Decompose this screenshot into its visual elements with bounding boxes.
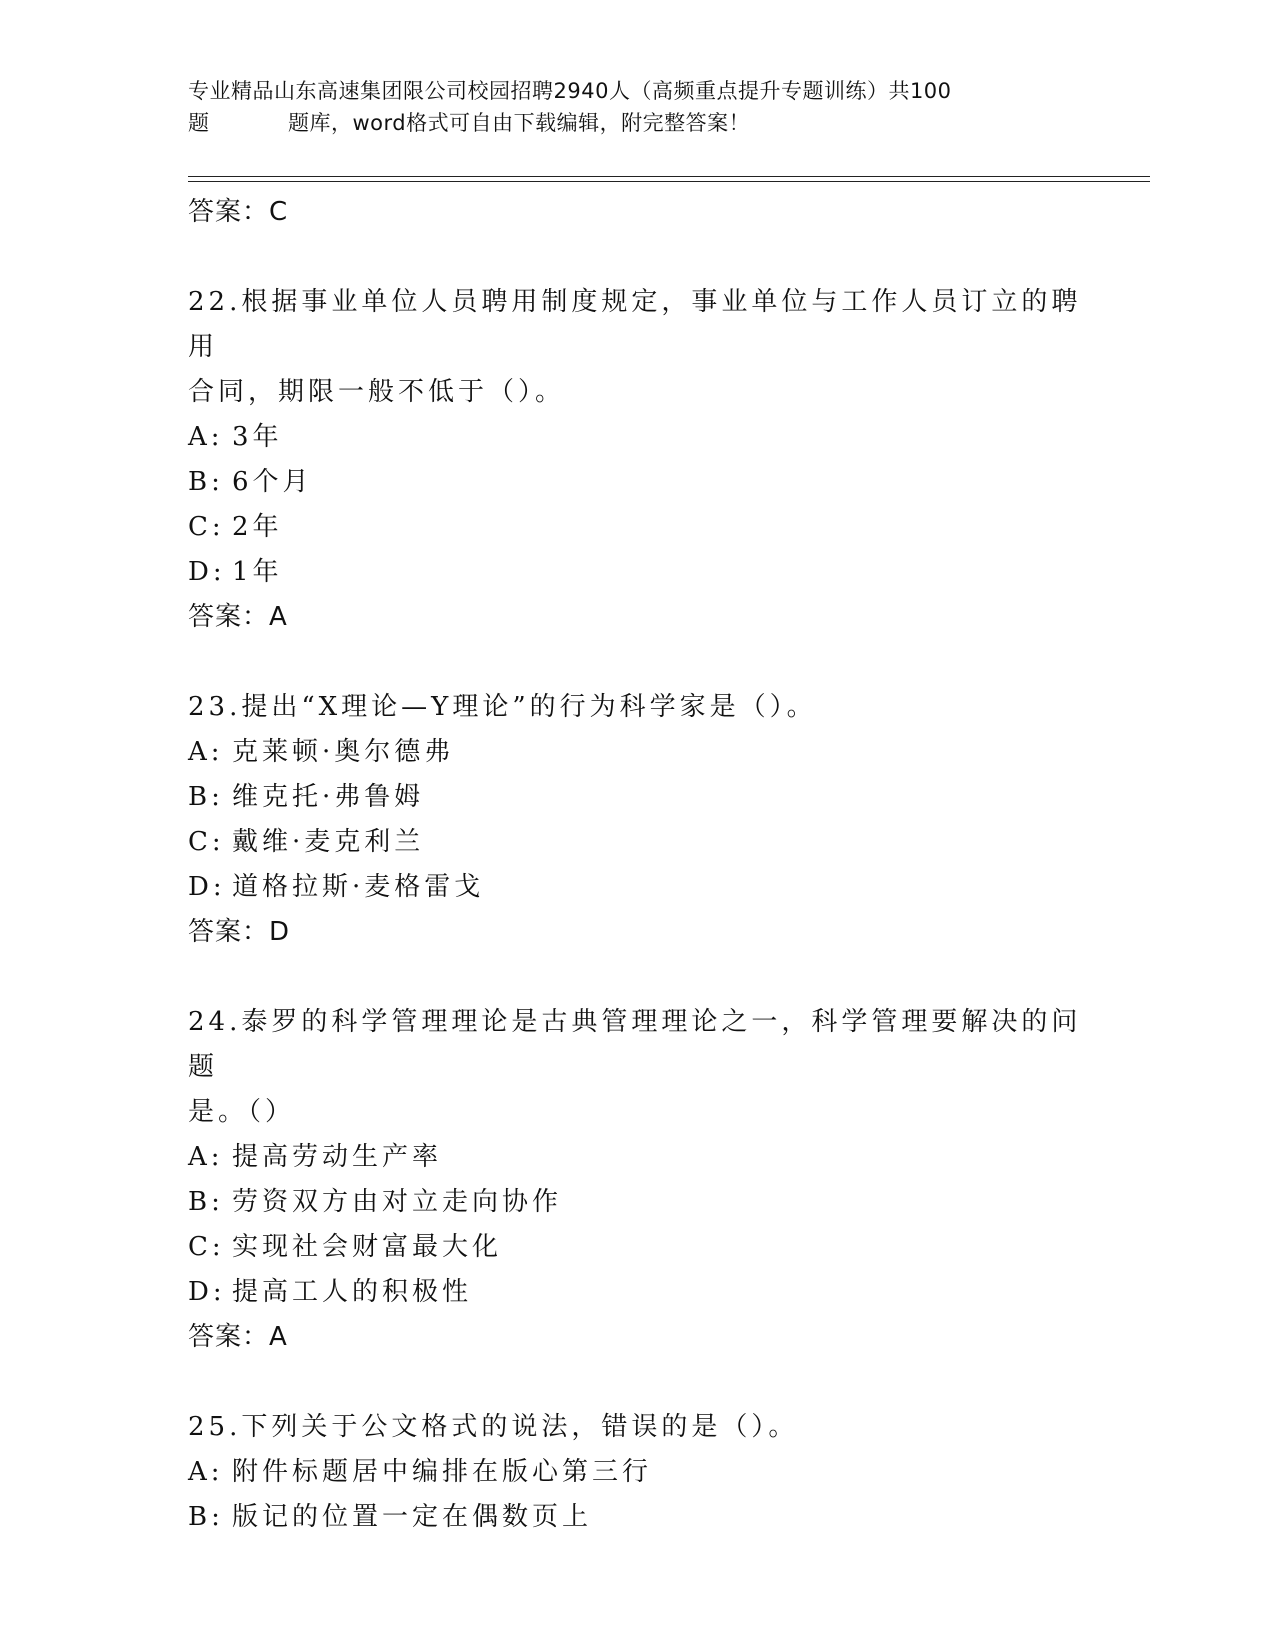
option-text: 戴维·麦克利兰 (232, 827, 425, 857)
question-text-line: 是。（） (188, 1097, 296, 1127)
option-c (188, 1225, 1088, 1270)
option-key: A: (188, 737, 224, 767)
option-key: D: (188, 1277, 226, 1307)
question-block (188, 1405, 1088, 1540)
previous-answer: 答案：C (188, 197, 289, 227)
option-key: B: (188, 1502, 224, 1532)
header-title-line-2 (188, 107, 1058, 139)
option-b (188, 1180, 1088, 1225)
option-text: 提高劳动生产率 (232, 1142, 443, 1172)
option-d (188, 1270, 1088, 1315)
spacer (188, 639, 1088, 685)
option-d (188, 865, 1088, 910)
question-block (188, 685, 1088, 954)
option-key: C: (188, 512, 225, 542)
header-title-line-2-rest: 题库，word格式可自由下载编辑，附完整答案！ (288, 111, 751, 135)
option-text: 维克托·弗鲁姆 (232, 782, 425, 812)
option-key: B: (188, 782, 224, 812)
header-rule-top (188, 176, 1150, 177)
option-key: D: (188, 872, 226, 902)
option-b (188, 775, 1088, 820)
option-a (188, 730, 1088, 775)
page-header (188, 75, 1058, 139)
answer-label: 答案：A (188, 602, 288, 632)
option-key: B: (188, 467, 224, 497)
option-key: A: (188, 422, 224, 452)
option-c (188, 820, 1088, 865)
question-text-line: 22.根据事业单位人员聘用制度规定，事业单位与工作人员订立的聘用 (188, 287, 1082, 362)
option-text: 实现社会财富最大化 (232, 1232, 503, 1262)
option-text: 劳资双方由对立走向协作 (232, 1187, 563, 1217)
option-key: C: (188, 827, 225, 857)
header-rule-bottom (188, 181, 1150, 182)
option-text: 提高工人的积极性 (232, 1277, 473, 1307)
spacer (188, 1359, 1088, 1405)
question-text-line: 23.提出“X理论—Y理论”的行为科学家是（）。 (188, 692, 817, 722)
option-key: B: (188, 1187, 224, 1217)
header-title-line-1: 专业精品山东高速集团限公司校园招聘2940人（高频重点提升专题训练）共100 (188, 79, 952, 103)
option-a (188, 1450, 1088, 1495)
spacer (188, 954, 1088, 1000)
spacer (188, 234, 1088, 280)
answer-label: 答案：D (188, 917, 291, 947)
header-title-line-2-start: 题 (188, 111, 210, 135)
option-text: 2年 (232, 512, 283, 542)
option-text: 版记的位置一定在偶数页上 (232, 1502, 593, 1532)
option-b (188, 1495, 1088, 1540)
option-text: 1年 (232, 557, 283, 587)
option-key: A: (188, 1457, 224, 1487)
option-a (188, 1135, 1088, 1180)
question-list (188, 190, 1088, 1540)
question-text-line: 合同，期限一般不低于（）。 (188, 377, 566, 407)
option-key: A: (188, 1142, 224, 1172)
option-key: C: (188, 1232, 225, 1262)
option-c (188, 505, 1088, 550)
option-b (188, 460, 1088, 505)
option-text: 3年 (232, 422, 283, 452)
option-d (188, 550, 1088, 595)
question-block (188, 1000, 1088, 1359)
option-text: 6个月 (232, 467, 313, 497)
option-key: D: (188, 557, 226, 587)
answer-label: 答案：A (188, 1322, 288, 1352)
option-text: 道格拉斯·麦格雷戈 (232, 872, 485, 902)
option-a (188, 415, 1088, 460)
option-text: 附件标题居中编排在版心第三行 (232, 1457, 653, 1487)
question-block (188, 280, 1088, 639)
option-text: 克莱顿·奥尔德弗 (232, 737, 455, 767)
question-text-line: 24.泰罗的科学管理理论是古典管理理论之一，科学管理要解决的问题 (188, 1007, 1082, 1082)
question-text-line: 25.下列关于公文格式的说法，错误的是（）。 (188, 1412, 799, 1442)
